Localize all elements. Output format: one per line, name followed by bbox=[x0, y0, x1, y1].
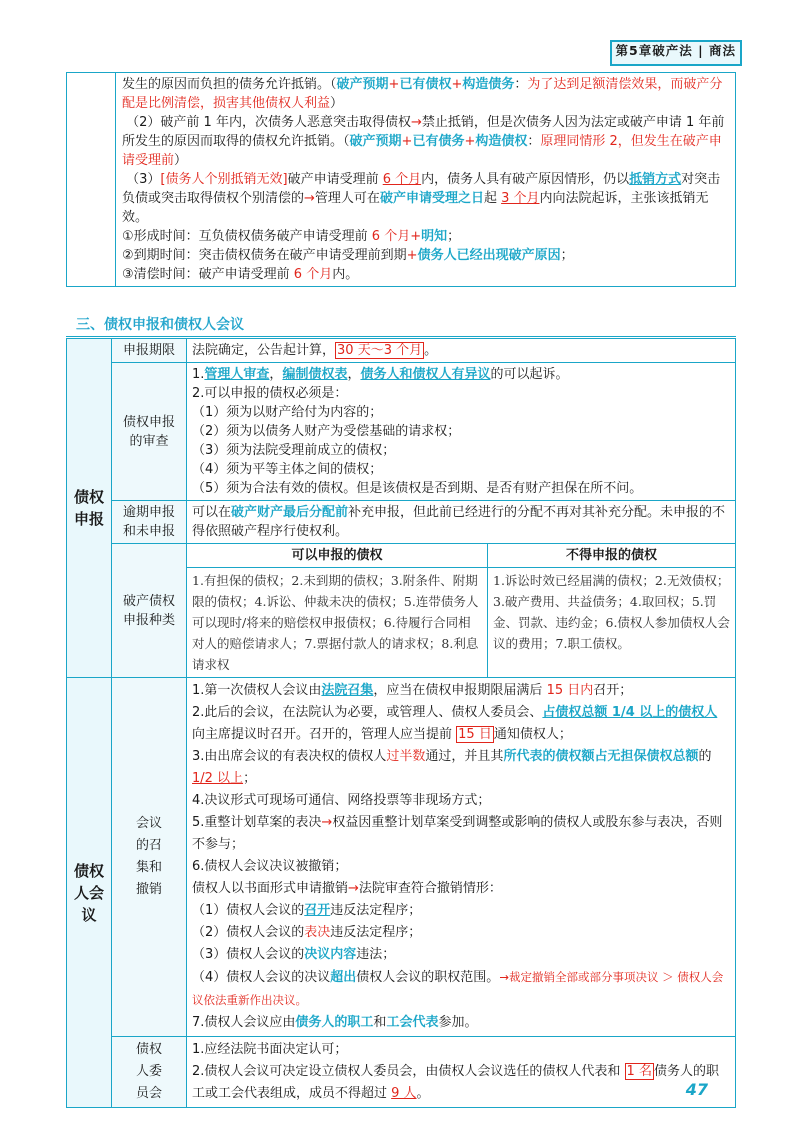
review-line-2: 2.可以申报的债权必须是： bbox=[192, 386, 348, 401]
period-text: 法院确定，公告起计算， 30 天～3 个月 。 bbox=[187, 339, 736, 363]
offset-line-5: ②到期时间：突击债权债务在破产申请受理前到期+债务人已经出现破产原因； bbox=[122, 248, 574, 263]
cannot-text: 1.诉讼时效已经届满的债权；2.无效债权；3.破产费用、共益债务；4.取回权；5.罚金、罚款、违约金；6.债权人参加债权人会议的费用；7.职工债权。 bbox=[488, 568, 736, 678]
committee-content bbox=[187, 1037, 736, 1108]
review-line-4: （2）须为以债务人财产为受偿基础的请求权； bbox=[192, 424, 461, 439]
offset-rules-table bbox=[66, 72, 736, 287]
review-line-1: 1.管理人审查，编制债权表，债务人和债权人有异议的可以起诉。 bbox=[192, 367, 569, 382]
left-blank-cell bbox=[67, 73, 116, 287]
review-label: 债权申报 的审查 bbox=[112, 363, 187, 501]
offset-line-3: （3）[债务人个别抵销无效]破产申请受理前 6 个月内，债务人具有破产原因情形，仍以抵销方式对突击负债或突击取得债权个别清偿的→管理人可在破产申请受理之日起 3 个月内向法院起诉，主张该抵销无效。 bbox=[122, 172, 721, 225]
offset-rules-content bbox=[116, 73, 736, 287]
convene-line-12: 7.债权人会议应由债务人的职工和工会代表参加。 bbox=[192, 1015, 478, 1030]
convene-line-1: 1.第一次债权人会议由法院召集，应当在债权申报期限届满后 15 日内召开； bbox=[192, 683, 633, 698]
claims-meeting-table bbox=[66, 338, 736, 1108]
offset-line-6: ③清偿时间：破产申请受理前 6 个月内。 bbox=[122, 267, 359, 282]
types-label: 破产债权 申报种类 bbox=[112, 544, 187, 678]
late-text: 可以在破产财产最后分配前补充申报，但此前已经进行的分配不再对其补充分配。未申报的不得依照破产程序行使权利。 bbox=[187, 501, 736, 544]
meeting-group-label: 债权 人会 议 bbox=[67, 678, 112, 1108]
offset-line-4: ①形成时间：互负债权债务破产申请受理前 6 个月+明知； bbox=[122, 229, 461, 244]
can-text: 1.有担保的债权；2.未到期的债权；3.附条件、附期限的债权；4.诉讼、仲裁未决的债权；5.连带债务人可以现时/将来的赔偿权申报债权；6.待履行合同相对人的赔偿请求人；7.票据付款人的请求权；8.利息请求权 bbox=[187, 568, 488, 678]
claims-group-label: 债权 申报 bbox=[67, 339, 112, 678]
review-content bbox=[187, 363, 736, 501]
convene-line-11: （4）债权人会议的决议超出债权人会议的职权范围。→裁定撤销全部或部分事项决议 ＞ 债权人会议依法重新作出决议。 bbox=[192, 970, 724, 1007]
committee-line-2: 2.债权人会议可决定设立债权人委员会，由债权人会议选任的债权人代表和 1 名 债务人的职工或工会代表组成，成员不得超过 9 人。 bbox=[192, 1064, 719, 1101]
convene-line-2: 2.此后的会议，在法院认为必要，或管理人、债权人委员会、占债权总额 1/4 以上的债权人向主席提议时召开。召开的，管理人应当提前 15 日 通知债权人； bbox=[192, 705, 718, 742]
convene-line-8: （1）债权人会议的召开违反法定程序； bbox=[192, 903, 422, 918]
page-number: 47 bbox=[685, 1080, 708, 1099]
convene-line-7: 债权人以书面形式申请撤销→法院审查符合撤销情形： bbox=[192, 881, 502, 896]
convene-label: 会议 的召 集和 撤销 bbox=[112, 678, 187, 1037]
period-label: 申报期限 bbox=[112, 339, 187, 363]
convene-line-4: 4.决议形式可现场可通信、网络投票等非现场方式； bbox=[192, 793, 491, 808]
committee-line-1: 1.应经法院书面决定认可； bbox=[192, 1042, 348, 1057]
convene-line-5: 5.重整计划草案的表决→权益因重整计划草案受到调整或影响的债权人或股东参与表决，否则不参与； bbox=[192, 815, 723, 852]
offset-line-1: 发生的原因而负担的债务允许抵销。（破产预期+已有债权+构造债务：为了达到足额清偿效果，而破产分配是比例清偿，损害其他债权人利益） bbox=[122, 77, 723, 111]
late-label: 逾期申报 和未申报 bbox=[112, 501, 187, 544]
convene-line-10: （3）债权人会议的决议内容违法； bbox=[192, 947, 396, 962]
review-line-7: （5）须为合法有效的债权。但是该债权是否到期、是否有财产担保在所不问。 bbox=[192, 481, 643, 496]
review-line-3: （1）须为以财产给付为内容的； bbox=[192, 405, 383, 420]
section-title: 三、债权申报和债权人会议 bbox=[76, 317, 244, 333]
review-line-5: （3）须为法院受理前成立的债权； bbox=[192, 443, 396, 458]
chapter-header: 第5章破产法 | 商法 bbox=[610, 40, 742, 66]
convene-content bbox=[187, 678, 736, 1037]
convene-line-9: （2）债权人会议的表决违反法定程序； bbox=[192, 925, 422, 940]
committee-label: 债权 人委 员会 bbox=[112, 1037, 187, 1108]
can-header: 可以申报的债权 bbox=[187, 544, 488, 568]
section-divider bbox=[66, 336, 736, 337]
convene-line-6: 6.债权人会议决议被撤销； bbox=[192, 859, 348, 874]
cannot-header: 不得申报的债权 bbox=[488, 544, 736, 568]
review-line-6: （4）须为平等主体之间的债权； bbox=[192, 462, 383, 477]
offset-line-2: （2）破产前 1 年内，次债务人恶意突击取得债权→禁止抵销，但是次债务人因为法定或破产申请 1 年前所发生的原因而取得的债权允许抵销。（破产预期+已有债务+构造债权：原理同情形 2，但发生在破产申请受理前） bbox=[122, 115, 725, 168]
convene-line-3: 3.由出席会议的有表决权的债权人过半数通过，并且其所代表的债权额占无担保债权总额的1/2 以上； bbox=[192, 749, 712, 786]
